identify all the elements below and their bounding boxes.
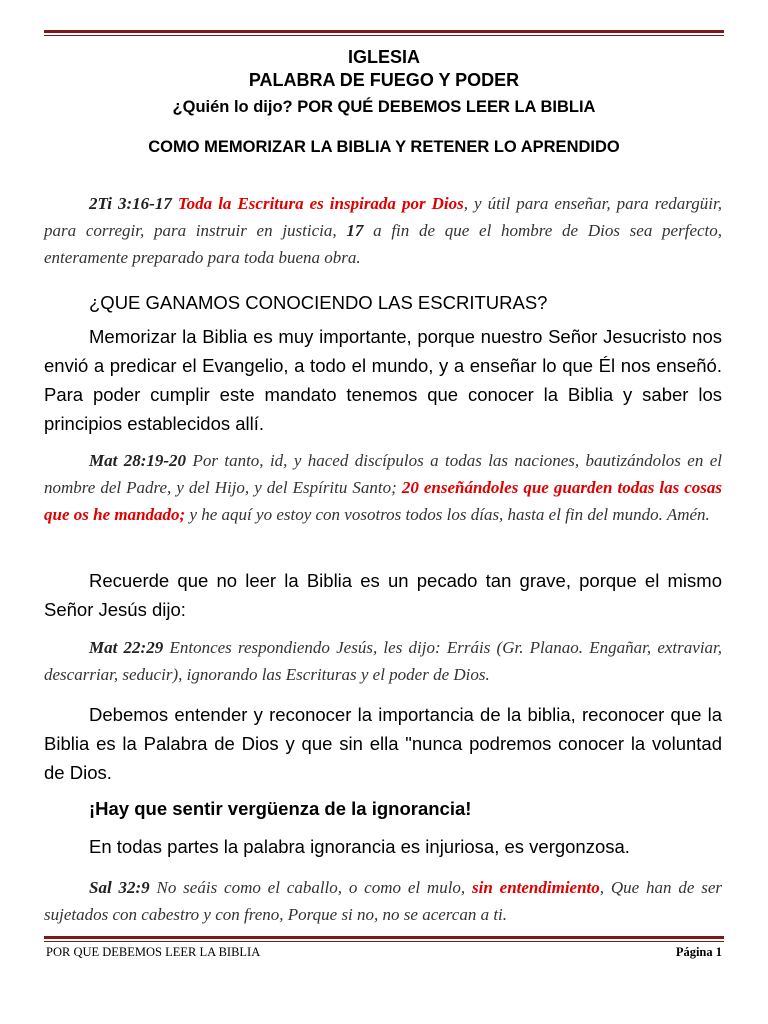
verse-text: No seáis como el caballo, o como el mulo, <box>156 878 466 897</box>
verse-ref: 2Ti 3:16-17 <box>89 194 172 213</box>
verse-mat-22-29 <box>44 634 722 688</box>
section-heading: ¡Hay que sentir vergüenza de la ignorancia! <box>89 798 472 819</box>
footer-rule <box>44 936 724 942</box>
verse-ref: Mat 28:19-20 <box>89 451 187 470</box>
verse-number: 17 <box>346 221 364 240</box>
verse-2ti-3-16 <box>44 190 722 271</box>
verse-number: 20 <box>401 478 419 497</box>
verse-text: y he aquí yo estoy con vosotros todos los días, hasta el fin del mundo. Amén. <box>189 505 710 524</box>
verse-text: , Que han de ser sujetados con cabestro y con freno, Porque si no, no se acercan a ti. <box>44 878 723 924</box>
church-title: IGLESIA <box>347 47 420 67</box>
paragraph: En todas partes la palabra ignorancia es injuriosa, es vergonzosa. <box>89 836 630 857</box>
document-title: COMO MEMORIZAR LA BIBLIA Y RETENER LO APRENDIDO <box>148 138 620 156</box>
paragraph: Recuerde que no leer la Biblia es un pecado tan grave, porque el mismo Señor Jesús dijo: <box>44 570 722 620</box>
church-subtitle: PALABRA DE FUEGO Y PODER <box>248 70 520 90</box>
verse-mat-28-19 <box>44 447 722 528</box>
verse-text: a fin de que el hombre de Dios sea perfecto, enteramente preparado para toda buena obra. <box>44 221 723 267</box>
verse-ref: Mat 22:29 <box>89 638 164 657</box>
paragraph: Memorizar la Biblia es muy importante, porque nuestro Señor Jesucristo nos envió a predicar el Evangelio, a todo el mundo, y a enseñar lo que Él nos enseñó. Para poder cumplir este mandato tenemos que conocer la Biblia y saber los principios establecidos allí. <box>44 326 722 434</box>
verse-highlight: sin entendimiento <box>472 878 600 897</box>
section-heading: ¿QUE GANAMOS CONOCIENDO LAS ESCRITURAS? <box>89 292 548 313</box>
verse-text: Entonces respondiendo Jesús, les dijo: Erráis (Gr. Planao. Engañar, extraviar, descarriar, seducir), ignorando las Escrituras y el poder de Dios. <box>44 638 723 684</box>
header-rule <box>44 30 724 36</box>
paragraph: Debemos entender y reconocer la importancia de la biblia, reconocer que la Biblia es la Palabra de Dios y que sin ella "nunca podremos conocer la voluntad de Dios. <box>44 704 722 783</box>
verse-ref: Sal 32:9 <box>89 878 150 897</box>
verse-text: Por tanto, id, y haced discípulos a todas las naciones, bautizándolos en el nombre del Padre, y del Hijo, y del Espíritu Santo; <box>44 451 723 497</box>
page-number: Página 1 <box>675 945 722 959</box>
verse-highlight: enseñándoles que guarden todas las cosas que os he mandado; <box>44 478 722 524</box>
verse-text: , y útil para enseñar, para redargüir, para corregir, para instruir en justicia, <box>44 194 722 240</box>
footer-title: POR QUE DEBEMOS LEER LA BIBLIA <box>46 945 261 959</box>
verse-sal-32-9 <box>44 874 722 928</box>
verse-highlight: Toda la Escritura es inspirada por Dios <box>177 194 464 213</box>
document-question: ¿Quién lo dijo? POR QUÉ DEBEMOS LEER LA BIBLIA <box>172 98 596 116</box>
